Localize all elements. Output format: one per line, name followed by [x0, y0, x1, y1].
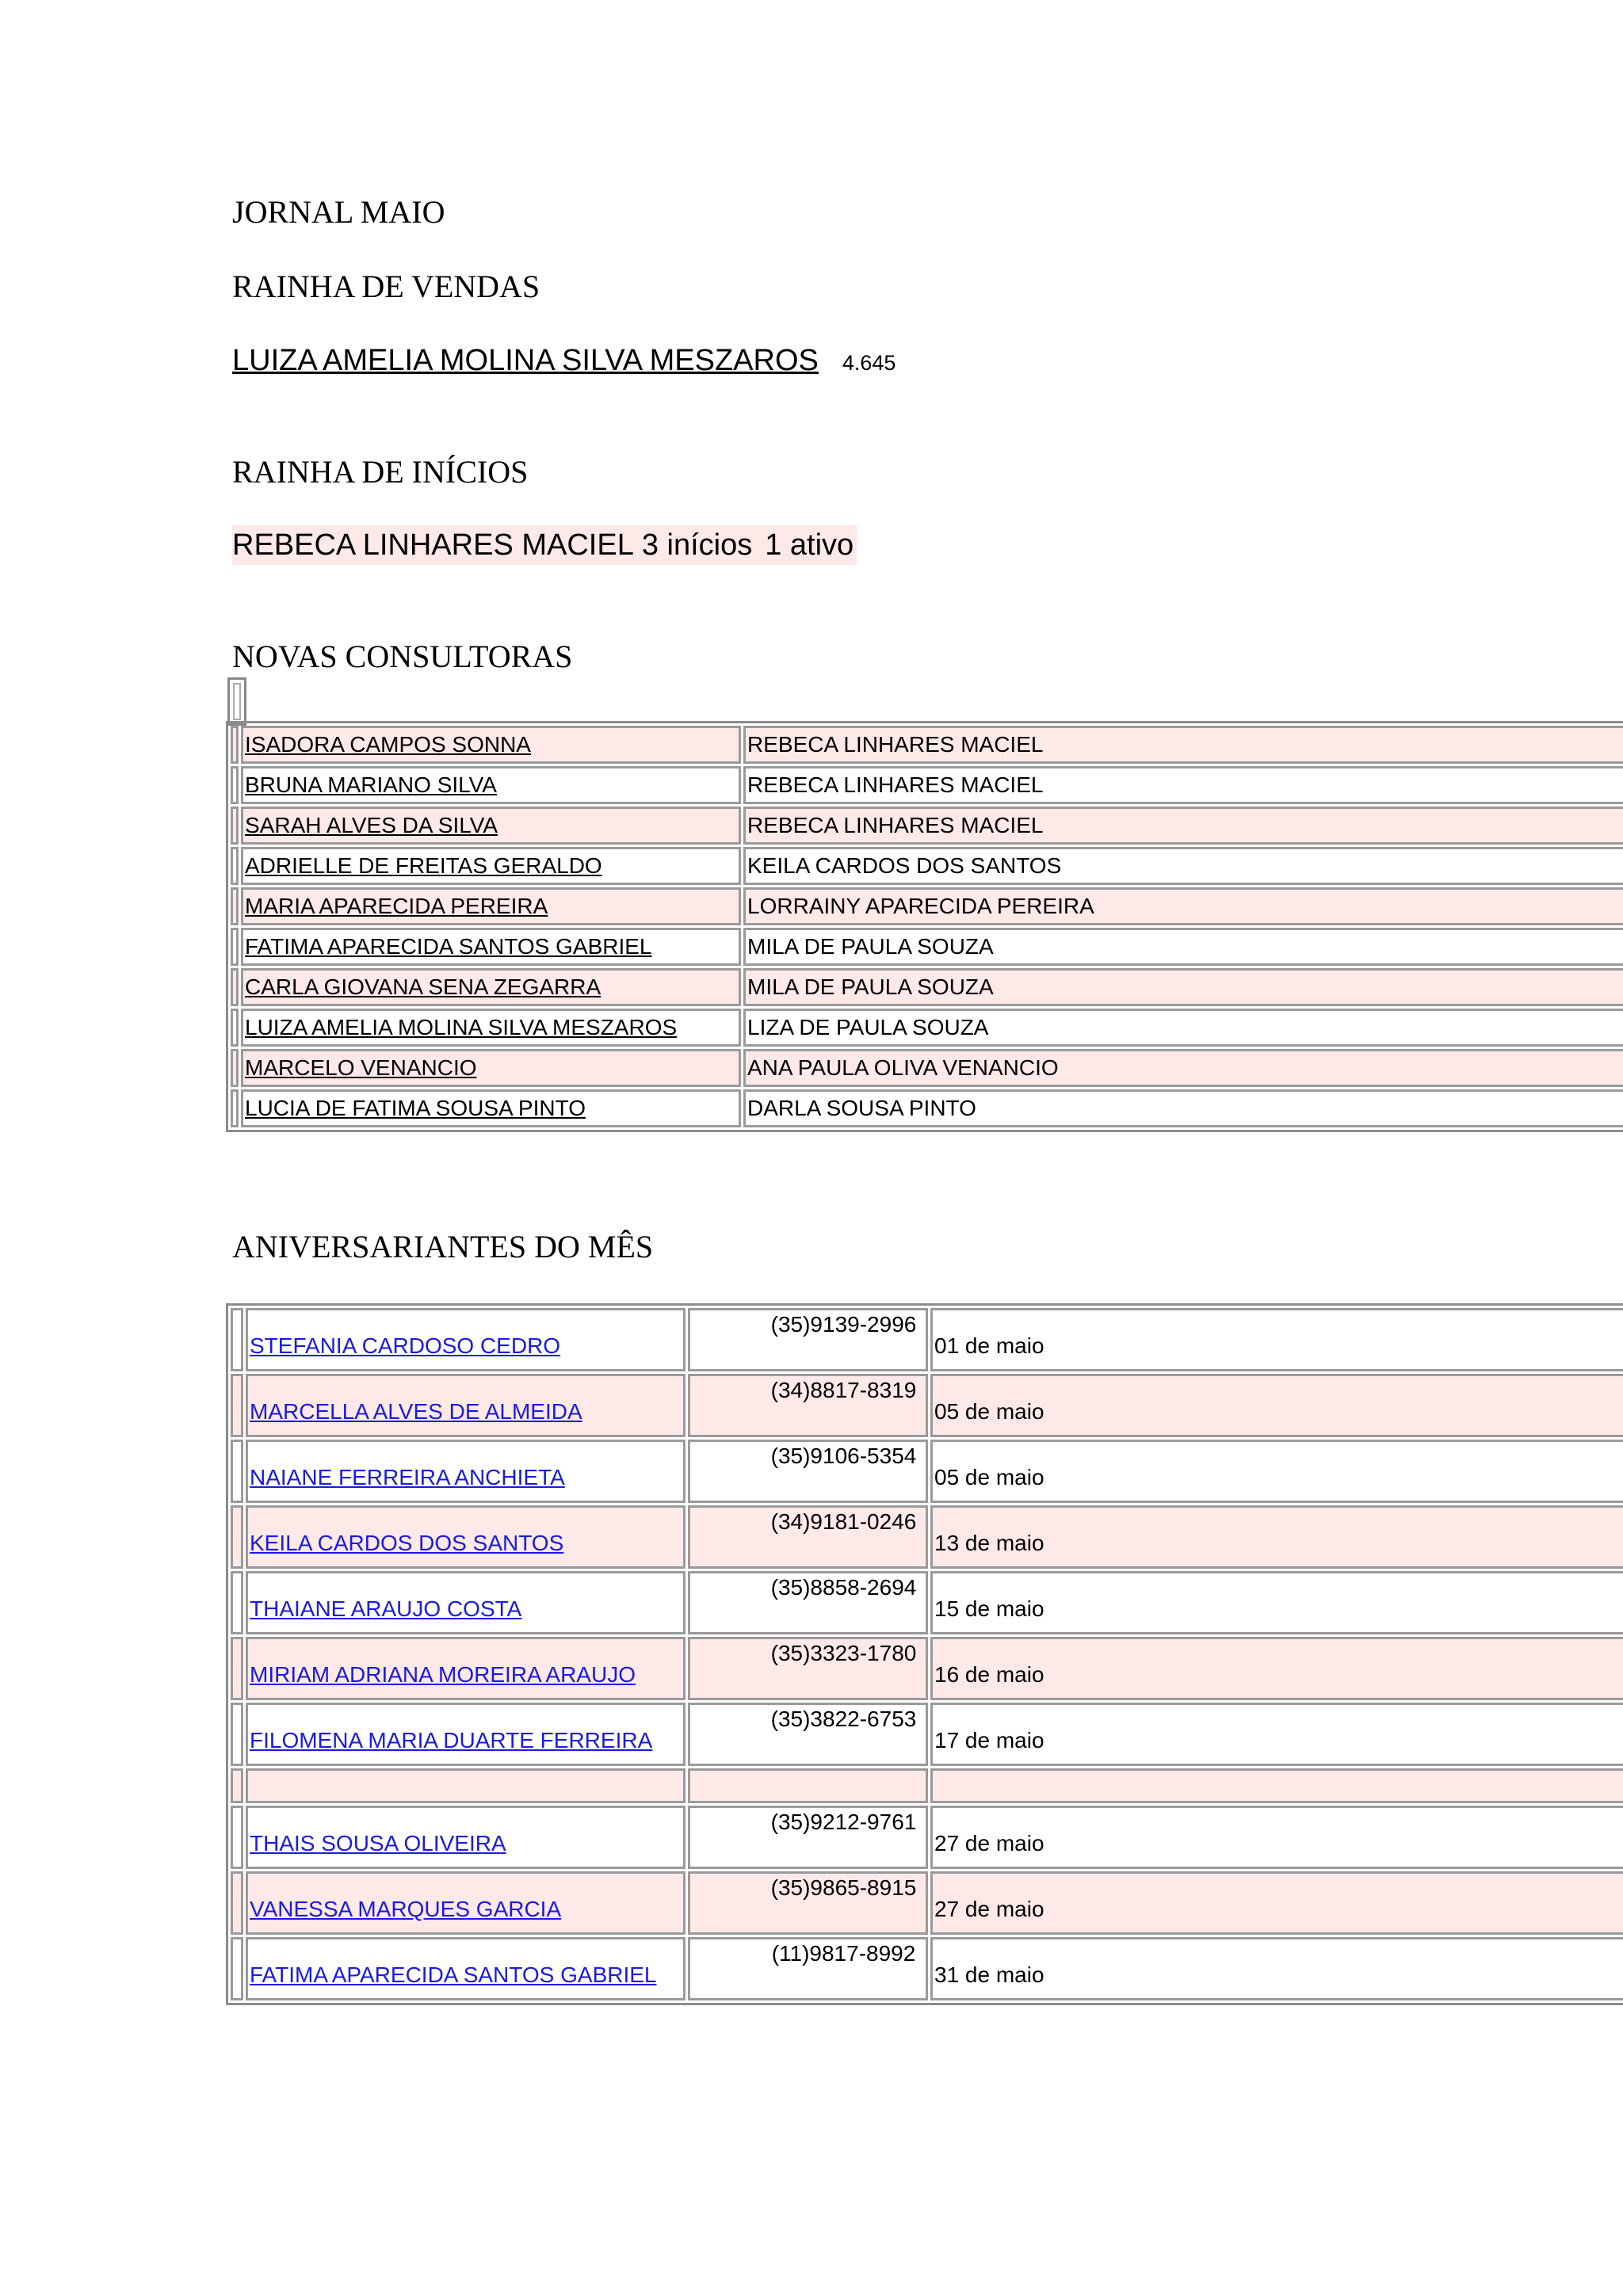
birthday-name-link[interactable]: STEFANIA CARDOSO CEDRO — [246, 1308, 685, 1371]
birthday-phone: (35)9865-8915 — [770, 1875, 917, 1900]
birthday-phone-cell — [688, 1703, 928, 1766]
birthday-date-cell — [930, 1768, 1623, 1803]
queen-starts-active: 1 ativo — [765, 528, 854, 562]
row-marker-cell — [231, 726, 239, 764]
birthday-date-cell: 16 de maio — [930, 1637, 1623, 1700]
table-row — [231, 1768, 1623, 1803]
birthday-phone: (11)9817-8992 — [771, 1941, 916, 1966]
consultant-name-cell[interactable]: LUIZA AMELIA MOLINA SILVA MESZAROS — [241, 1009, 741, 1047]
table-row — [231, 1871, 1623, 1935]
row-marker-cell — [231, 1505, 243, 1569]
sponsor-name-cell: REBECA LINHARES MACIEL — [743, 726, 1623, 764]
row-marker-cell — [231, 1937, 243, 2000]
table-row — [231, 1703, 1623, 1766]
birthday-phone-cell — [688, 1806, 928, 1869]
birthday-date-cell: 27 de maio — [930, 1806, 1623, 1869]
table-row — [231, 847, 1623, 885]
table-row — [231, 807, 1623, 845]
jornal-title: JORNAL MAIO — [232, 194, 445, 230]
row-marker-cell — [231, 1440, 243, 1503]
birthday-phone: (35)9106-5354 — [770, 1444, 917, 1468]
row-marker-cell — [231, 1089, 239, 1127]
birthdays-table — [226, 1303, 1623, 2005]
consultant-name-cell[interactable]: CARLA GIOVANA SENA ZEGARRA — [241, 968, 741, 1006]
table-row — [231, 1440, 1623, 1503]
row-marker-cell — [231, 766, 239, 804]
birthday-phone-cell — [688, 1871, 928, 1935]
table-row — [231, 1806, 1623, 1869]
sponsor-name-cell: LIZA DE PAULA SOUZA — [743, 1009, 1623, 1047]
birthday-name-link[interactable]: FATIMA APARECIDA SANTOS GABRIEL — [246, 1937, 685, 2000]
queen-starts-name: REBECA LINHARES MACIEL — [232, 528, 634, 562]
birthday-date-cell: 17 de maio — [930, 1703, 1623, 1766]
table-row — [231, 887, 1623, 925]
new-consultants-title: NOVAS CONSULTORAS — [232, 639, 573, 674]
birthday-phone: (34)8817-8319 — [770, 1378, 917, 1402]
table-row — [231, 1374, 1623, 1437]
consultant-name-cell[interactable]: LUCIA DE FATIMA SOUSA PINTO — [241, 1089, 741, 1127]
table-row — [231, 1937, 1623, 2000]
birthday-date-cell: 05 de maio — [930, 1440, 1623, 1503]
birthday-phone: (35)3323-1780 — [770, 1641, 917, 1665]
birthday-date-cell: 05 de maio — [930, 1374, 1623, 1437]
birthday-phone-cell — [688, 1440, 928, 1503]
queen-sales-title: RAINHA DE VENDAS — [232, 269, 540, 304]
birthday-date-cell: 01 de maio — [930, 1308, 1623, 1371]
row-marker-cell — [231, 968, 239, 1006]
sponsor-name-cell: MILA DE PAULA SOUZA — [743, 968, 1623, 1006]
sponsor-name-cell: MILA DE PAULA SOUZA — [743, 928, 1623, 966]
row-marker-cell — [231, 1009, 239, 1047]
birthday-phone-cell — [688, 1768, 928, 1803]
row-marker-cell — [231, 887, 239, 925]
birthday-phone-cell — [688, 1308, 928, 1371]
row-marker-cell — [231, 1571, 243, 1634]
table-row — [231, 766, 1623, 804]
birthday-phone: (35)3822-6753 — [770, 1707, 917, 1731]
birthday-date-cell: 13 de maio — [930, 1505, 1623, 1569]
table-row — [231, 928, 1623, 966]
birthday-phone-cell — [688, 1374, 928, 1437]
birthday-name-link[interactable]: THAIANE ARAUJO COSTA — [246, 1571, 685, 1634]
row-marker-cell — [231, 1871, 243, 1935]
row-marker-cell — [231, 1374, 243, 1437]
consultant-name-cell[interactable]: ISADORA CAMPOS SONNA — [241, 726, 741, 764]
sponsor-name-cell: LORRAINY APARECIDA PEREIRA — [743, 887, 1623, 925]
row-marker-cell — [231, 1308, 243, 1371]
birthday-name-link[interactable]: MIRIAM ADRIANA MOREIRA ARAUJO — [246, 1637, 685, 1700]
birthday-name-link[interactable]: KEILA CARDOS DOS SANTOS — [246, 1505, 685, 1569]
birthday-name-link[interactable]: NAIANE FERREIRA ANCHIETA — [246, 1440, 685, 1503]
birthday-phone-cell — [688, 1505, 928, 1569]
table-row — [231, 1009, 1623, 1047]
table-row — [231, 1637, 1623, 1700]
queen-sales-entry — [232, 343, 896, 380]
birthday-phone-cell — [688, 1637, 928, 1700]
birthday-date-cell: 27 de maio — [930, 1871, 1623, 1935]
row-marker-cell — [231, 807, 239, 845]
consultant-name-cell[interactable]: MARIA APARECIDA PEREIRA — [241, 887, 741, 925]
birthday-name-link[interactable]: VANESSA MARQUES GARCIA — [246, 1871, 685, 1935]
queen-sales-score: 4.645 — [842, 351, 896, 375]
birthday-phone-cell — [688, 1937, 928, 2000]
birthdays-title: ANIVERSARIANTES DO MÊS — [232, 1229, 654, 1264]
birthday-name-link[interactable] — [246, 1768, 685, 1803]
consultant-name-cell[interactable]: MARCELO VENANCIO — [241, 1049, 741, 1087]
table-row — [231, 968, 1623, 1006]
birthday-phone: (34)9181-0246 — [770, 1509, 917, 1534]
birthday-name-link[interactable]: THAIS SOUSA OLIVEIRA — [246, 1806, 685, 1869]
birthday-name-link[interactable]: MARCELLA ALVES DE ALMEIDA — [246, 1374, 685, 1437]
birthday-name-link[interactable]: FILOMENA MARIA DUARTE FERREIRA — [246, 1703, 685, 1766]
queen-starts-title: RAINHA DE INÍCIOS — [232, 454, 529, 490]
table-row — [231, 1049, 1623, 1087]
sponsor-name-cell: KEILA CARDOS DOS SANTOS — [743, 847, 1623, 885]
table-row — [231, 1571, 1623, 1634]
new-consultants-table — [226, 721, 1623, 1132]
consultant-name-cell[interactable]: ADRIELLE DE FREITAS GERALDO — [241, 847, 741, 885]
row-marker-cell — [231, 1049, 239, 1087]
queen-starts-count: 3 inícios — [641, 528, 753, 562]
birthday-phone: (35)9139-2996 — [770, 1312, 917, 1337]
row-marker-cell — [231, 1806, 243, 1869]
birthday-phone: (35)9212-9761 — [770, 1810, 917, 1834]
birthday-phone: (35)8858-2694 — [770, 1575, 917, 1600]
row-marker-cell — [231, 1637, 243, 1700]
sponsor-name-cell: REBECA LINHARES MACIEL — [743, 807, 1623, 845]
birthday-date-cell: 31 de maio — [930, 1937, 1623, 2000]
queen-sales-name[interactable]: LUIZA AMELIA MOLINA SILVA MESZAROS — [232, 344, 819, 377]
sponsor-name-cell: REBECA LINHARES MACIEL — [743, 766, 1623, 804]
sponsor-name-cell: ANA PAULA OLIVA VENANCIO — [743, 1049, 1623, 1087]
table-row — [231, 1505, 1623, 1569]
consultant-name-cell[interactable]: SARAH ALVES DA SILVA — [241, 807, 741, 845]
row-marker-cell — [231, 847, 239, 885]
row-marker-cell — [231, 1703, 243, 1766]
birthday-date-cell: 15 de maio — [930, 1571, 1623, 1634]
sponsor-name-cell: DARLA SOUSA PINTO — [743, 1089, 1623, 1127]
table-row — [231, 1308, 1623, 1371]
table-anchor-box — [227, 677, 246, 726]
queen-starts-entry — [232, 525, 857, 565]
birthday-phone-cell — [688, 1571, 928, 1634]
consultant-name-cell[interactable]: BRUNA MARIANO SILVA — [241, 766, 741, 804]
table-row — [231, 1089, 1623, 1127]
consultant-name-cell[interactable]: FATIMA APARECIDA SANTOS GABRIEL — [241, 928, 741, 966]
row-marker-cell — [231, 928, 239, 966]
table-row — [231, 726, 1623, 764]
row-marker-cell — [231, 1768, 243, 1803]
